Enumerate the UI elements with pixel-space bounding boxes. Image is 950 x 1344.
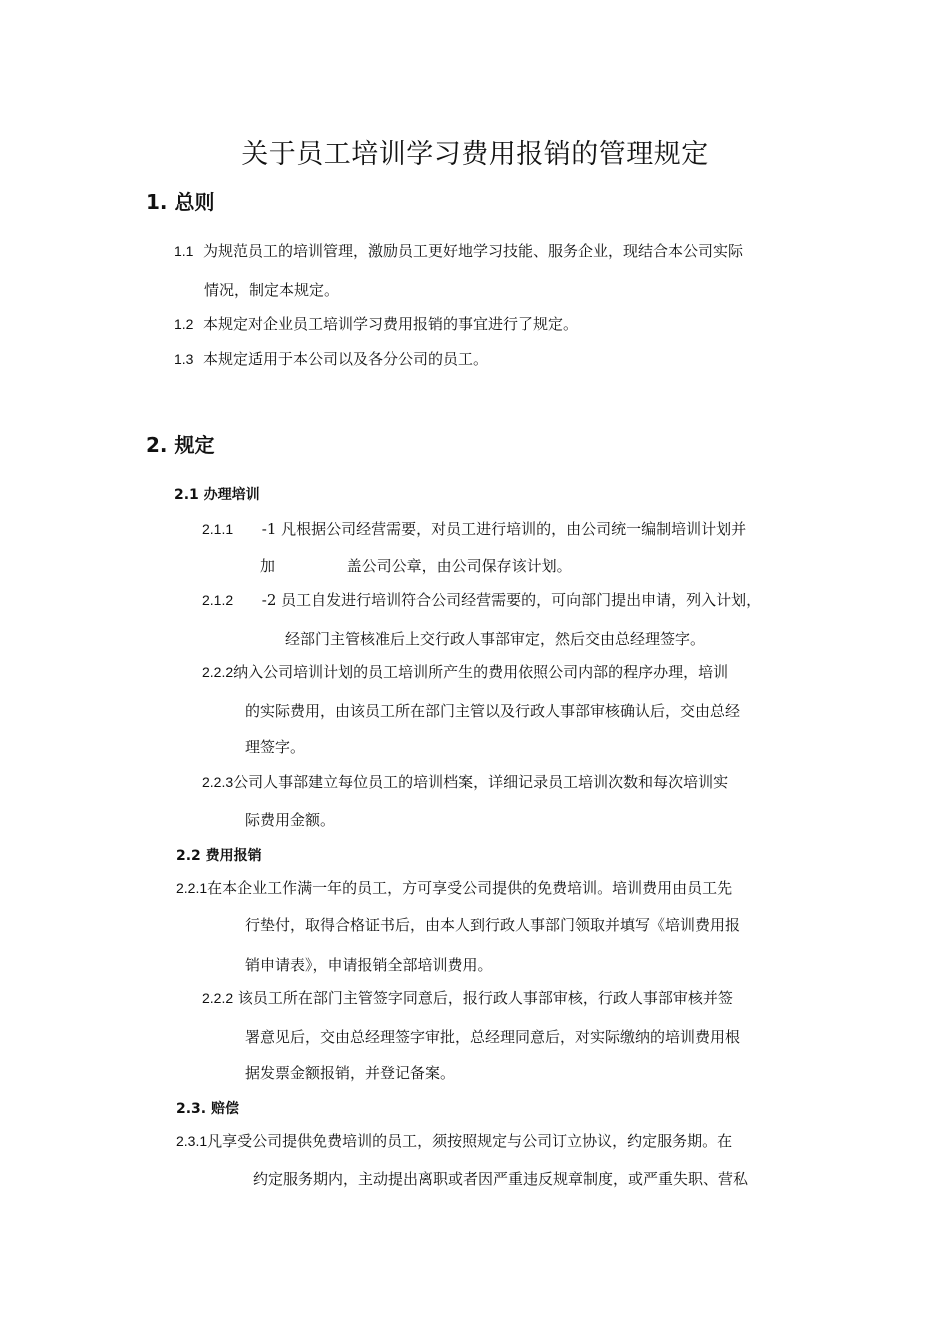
paragraph-2-2-2a xyxy=(202,662,728,682)
clause-number: 1.1 xyxy=(174,243,194,259)
clause-text: 纳入公司培训计划的员工培训所产生的费用依照公司内部的程序办理，培训 xyxy=(233,663,729,681)
clause-number: 2.2.1 xyxy=(176,880,208,896)
paragraph-2-2-3 xyxy=(202,772,728,792)
section-heading-1: 1. 总则 xyxy=(146,190,215,214)
clause-number: 2.2.2 xyxy=(202,664,234,680)
clause-text: 公司人事部建立每位员工的培训档案，详细记录员工培训次数和每次培训实 xyxy=(233,773,729,791)
subsection-2-2: 2.2 费用报销 xyxy=(176,848,262,864)
paragraph-2-3-1 xyxy=(176,1131,732,1151)
clause-text: 为规范员工的培训管理，激励员工更好地学习技能、服务企业，现结合本公司实际 xyxy=(203,242,744,260)
paragraph-1-1-cont: 情况，制定本规定。 xyxy=(204,281,340,299)
paragraph-2-1-1 xyxy=(202,519,746,539)
clause-text: -1 凡根据公司经营需要，对员工进行培训的，由公司统一编制培训计划并 xyxy=(261,520,747,538)
clause-text: 该员工所在部门主管签字同意后，报行政人事部审核，行政人事部审核并签 xyxy=(237,989,733,1007)
paragraph-2-2-1-cont2: 销申请表》，申请报销全部培训费用。 xyxy=(245,956,493,974)
paragraph-2-2-1-cont1: 行垫付，取得合格证书后，由本人到行政人事部门领取并填写《培训费用报 xyxy=(245,916,741,934)
paragraph-2-2-1 xyxy=(176,878,732,898)
paragraph-2-1-1-cont xyxy=(260,556,572,576)
clause-number: 1.2 xyxy=(174,316,194,332)
clause-number: 2.1.2 xyxy=(202,592,234,608)
paragraph-2-2-3-cont: 际费用金额。 xyxy=(245,811,336,829)
paragraph-1-3 xyxy=(174,349,488,369)
paragraph-1-1 xyxy=(174,241,743,261)
document-title: 关于员工培训学习费用报销的管理规定 xyxy=(241,139,709,170)
clause-text: -2 员工自发进行培训符合公司经营需要的，可向部门提出申请，列入计划， xyxy=(261,591,762,609)
clause-text-part: 盖公司公章，由公司保存该计划。 xyxy=(346,557,572,575)
subsection-2-3: 2.3. 赔偿 xyxy=(176,1101,239,1117)
paragraph-2-2-2a-cont2: 理签字。 xyxy=(245,738,306,756)
clause-text: 凡享受公司提供免费培训的员工，须按照规定与公司订立协议，约定服务期。在 xyxy=(207,1132,733,1150)
subsection-2-1: 2.1 办理培训 xyxy=(174,487,260,503)
paragraph-2-2-2b xyxy=(202,988,733,1008)
paragraph-2-2-2b-cont1: 署意见后，交由总经理签字审批，总经理同意后，对实际缴纳的培训费用根 xyxy=(245,1028,741,1046)
clause-number: 2.1.1 xyxy=(202,521,234,537)
clause-text: 本规定对企业员工培训学习费用报销的事宜进行了规定。 xyxy=(203,315,579,333)
section-heading-2: 2. 规定 xyxy=(146,433,215,457)
paragraph-1-2 xyxy=(174,314,578,334)
paragraph-2-2-2b-cont2: 据发票金额报销，并登记备案。 xyxy=(245,1064,456,1082)
clause-number: 1.3 xyxy=(174,351,194,367)
paragraph-2-1-2-cont: 经部门主管核准后上交行政人事部审定，然后交由总经理签字。 xyxy=(285,630,706,648)
clause-text-part: 加 xyxy=(260,557,276,575)
paragraph-2-2-2a-cont1: 的实际费用，由该员工所在部门主管以及行政人事部审核确认后，交由总经 xyxy=(245,702,741,720)
clause-number: 2.2.3 xyxy=(202,774,234,790)
paragraph-2-3-1-cont: 约定服务期内，主动提出离职或者因严重违反规章制度，或严重失职、营私 xyxy=(253,1170,749,1188)
paragraph-2-1-2 xyxy=(202,590,761,610)
clause-text: 本规定适用于本公司以及各分公司的员工。 xyxy=(203,350,489,368)
clause-number: 2.2.2 xyxy=(202,990,234,1006)
clause-number: 2.3.1 xyxy=(176,1133,208,1149)
clause-text: 在本企业工作满一年的员工，方可享受公司提供的免费培训。培训费用由员工先 xyxy=(207,879,733,897)
